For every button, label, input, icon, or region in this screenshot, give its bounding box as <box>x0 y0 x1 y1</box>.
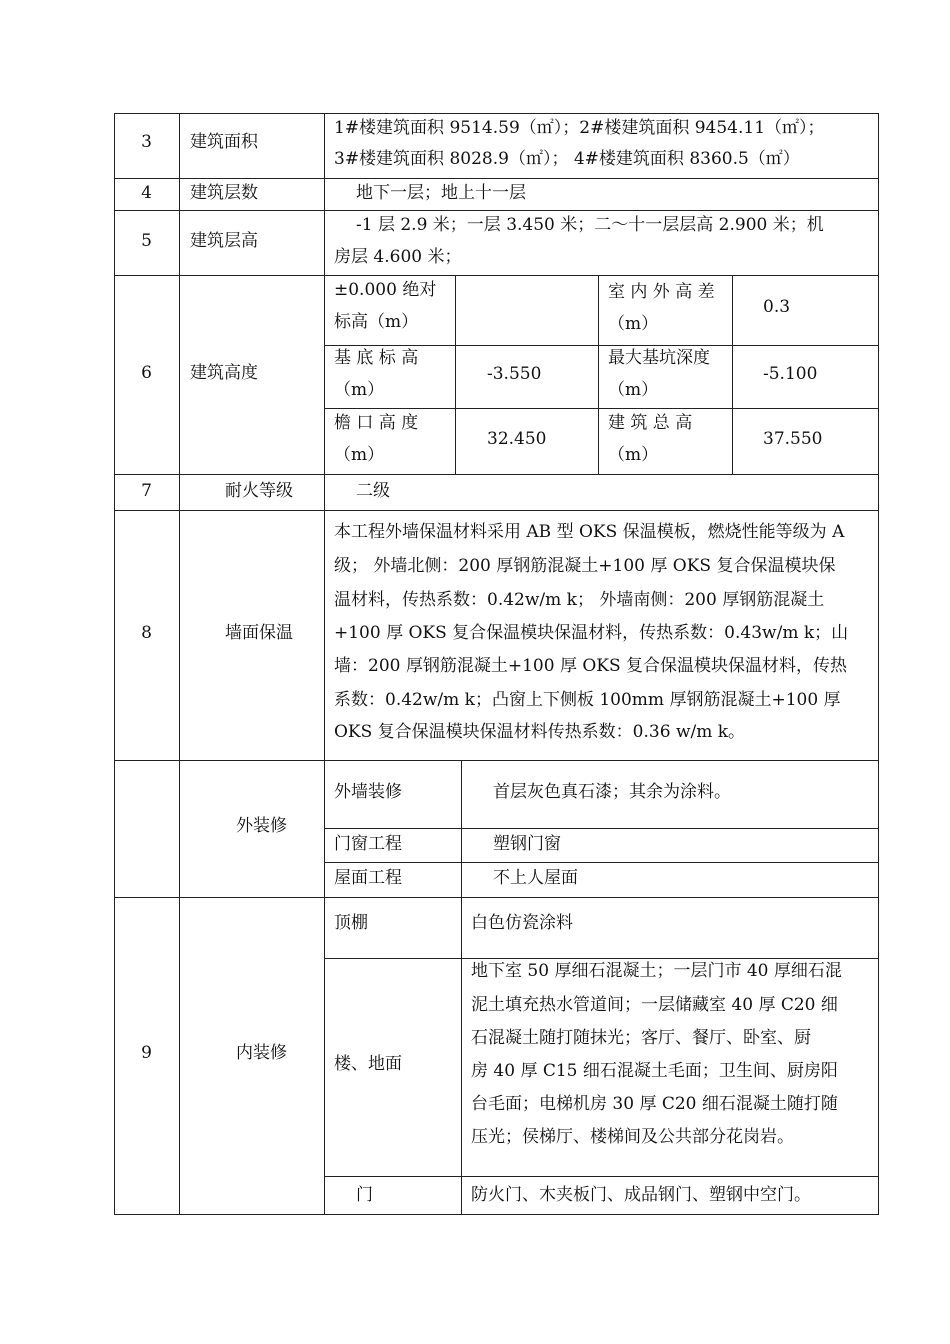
base-elevation-label-1: 基 底 标 高 <box>334 348 419 368</box>
floors-value: 地下一层；地上十一层 <box>356 183 526 203</box>
floor-line-3: 石混凝土随打随抹光；客厅、餐厅、卧室、厨 <box>471 1028 811 1048</box>
row-label-floor-height: 建筑层高 <box>190 231 258 251</box>
row-number: 5 <box>141 231 152 251</box>
row-number: 7 <box>141 481 152 501</box>
roofing-label: 屋面工程 <box>334 868 402 888</box>
ceiling-value: 白色仿瓷涂料 <box>471 913 573 933</box>
total-height-label-1: 建 筑 总 高 <box>608 413 693 433</box>
eave-height-label-1: 檐 口 高 度 <box>334 413 419 433</box>
row-label-interior-finish: 内装修 <box>236 1043 287 1063</box>
abs-elevation-label-2: 标高（m） <box>334 312 419 332</box>
floor-height-line-2: 房层 4.600 米； <box>334 247 462 267</box>
fire-rating-value: 二级 <box>356 481 390 501</box>
wall-insulation-line-3: 温材料，传热系数：0.42w/m k； 外墙南侧：200 厚钢筋混凝土 <box>334 590 825 610</box>
max-pit-depth-value: -5.100 <box>763 364 818 384</box>
indoor-outdoor-diff-label-2: （m） <box>608 314 659 334</box>
floor-line-1: 地下室 50 厚细石混凝土；一层门市 40 厚细石混 <box>471 961 842 981</box>
wall-insulation-line-4: +100 厚 OKS 复合保温模块保温材料，传热系数：0.43w/m k；山 <box>334 623 849 643</box>
row-label-floors: 建筑层数 <box>190 183 258 203</box>
indoor-outdoor-diff-label-1: 室 内 外 高 差 <box>608 282 715 302</box>
eave-height-label-2: （m） <box>334 445 385 465</box>
row-label-fire-rating: 耐火等级 <box>225 481 293 501</box>
floor-line-6: 压光；侯梯厅、楼梯间及公共部分花岗岩。 <box>471 1127 794 1147</box>
base-elevation-value: -3.550 <box>487 364 542 384</box>
floor-height-line-1: -1 层 2.9 米；一层 3.450 米；二～十一层层高 2.900 米；机 <box>356 215 824 235</box>
floor-line-5: 台毛面；电梯机房 30 厚 C20 细石混凝土随打随 <box>471 1094 838 1114</box>
base-elevation-label-2: （m） <box>334 380 385 400</box>
row-number: 3 <box>141 132 152 152</box>
wall-insulation-line-1: 本工程外墙保温材料采用 AB 型 OKS 保温模板，燃烧性能等级为 A <box>334 522 845 542</box>
floor-label: 楼、地面 <box>334 1054 402 1074</box>
wall-insulation-line-5: 墙：200 厚钢筋混凝土+100 厚 OKS 复合保温模块保温材料，传热 <box>334 656 848 676</box>
row-label-building-height: 建筑高度 <box>190 363 258 383</box>
building-area-line-1: 1#楼建筑面积 9514.59（㎡）；2#楼建筑面积 9454.11（㎡）； <box>334 118 825 138</box>
wall-insulation-line-7: OKS 复合保温模块保温材料传热系数：0.36 w/m k。 <box>334 722 746 742</box>
indoor-outdoor-diff-value: 0.3 <box>763 297 791 317</box>
row-label-wall-insulation: 墙面保温 <box>225 623 293 643</box>
eave-height-value: 32.450 <box>487 429 547 449</box>
roofing-value: 不上人屋面 <box>493 868 578 888</box>
building-area-line-2: 3#楼建筑面积 8028.9（㎡）； 4#楼建筑面积 8360.5（㎡） <box>334 149 800 169</box>
wall-insulation-line-2: 级； 外墙北侧：200 厚钢筋混凝土+100 厚 OKS 复合保温模块保 <box>334 556 836 576</box>
doors-windows-label: 门窗工程 <box>334 834 402 854</box>
abs-elevation-label-1: ±0.000 绝对 <box>334 280 437 300</box>
row-number: 6 <box>141 363 152 383</box>
row-label-exterior-finish: 外装修 <box>236 816 287 836</box>
row-label-building-area: 建筑面积 <box>190 132 258 152</box>
row-number: 4 <box>141 183 152 203</box>
floor-line-2: 泥土填充热水管道间；一层储藏室 40 厚 C20 细 <box>471 995 838 1015</box>
max-pit-depth-label-1: 最大基坑深度 <box>608 348 710 368</box>
row-number: 8 <box>141 623 152 643</box>
total-height-value: 37.550 <box>763 429 823 449</box>
wall-insulation-line-6: 系数：0.42w/m k；凸窗上下侧板 100mm 厚钢筋混凝土+100 厚 <box>334 690 841 710</box>
total-height-label-2: （m） <box>608 445 659 465</box>
exterior-wall-label: 外墙装修 <box>334 782 402 802</box>
door-value: 防火门、木夹板门、成品钢门、塑钢中空门。 <box>471 1185 811 1205</box>
door-label: 门 <box>356 1185 373 1205</box>
max-pit-depth-label-2: （m） <box>608 380 659 400</box>
row-number: 9 <box>141 1043 152 1063</box>
ceiling-label: 顶棚 <box>334 913 368 933</box>
exterior-wall-value: 首层灰色真石漆；其余为涂料。 <box>493 782 731 802</box>
floor-line-4: 房 40 厚 C15 细石混凝土毛面；卫生间、厨房阳 <box>471 1061 838 1081</box>
doors-windows-value: 塑钢门窗 <box>493 834 561 854</box>
